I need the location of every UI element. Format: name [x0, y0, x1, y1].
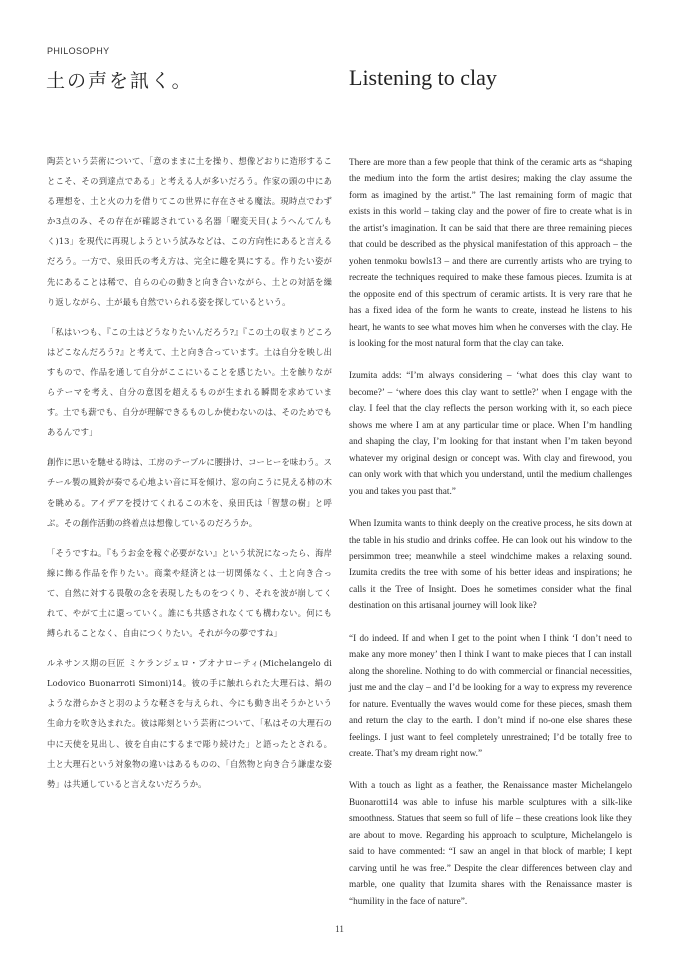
paragraph-ja: 「私はいつも、『この土はどうなりたいんだろう?』『この土の収まりどころはどこなんだろう?』と考えて、土と向き合っています。土は自分を映し出すもので、作品を通して自分がここにいることを感じたい。土を触りながらテーマを考え、自分の意図を超えるものが生まれる瞬間を求めています。土でも薪でも、自分が理解できるものしか使わないのは、そのためでもあるんです」 [47, 326, 332, 438]
section-label: PHILOSOPHY [47, 46, 110, 56]
page-title-ja: 土の声を訊く。 [46, 70, 193, 92]
paragraph-en: When Izumita wants to think deeply on the creative process, he sits down at the table in his studio and drinks coffee. He can look out his window to the persimmon tree; meanwhile a steel windchime makes a relaxing sound. Izumita credits the tree with some of his better ideas and inspirations; he calls it the Tree of Insight. Does he sometimes consider what the final destination on this artisanal journey will look like? [349, 519, 632, 612]
paragraph-ja: 陶芸という芸術について、「意のままに土を操り、想像どおりに造形することこそ、その到達点である」と考える人が多いだろう。作家の頭の中にある理想を、土と火の力を借りてこの世界に存在させる魔法。現時点でわずか3点のみ、その存在が確認されている名器「曜変天目(ようへんてんもく)13」を現代に再現しようという試みなどは、この方向性にあると言えるだろう。一方で、泉田氏の考え方は、完全に趣を異にする。作りたい姿が先にあることは稀で、自らの心の動きと向き合いながら、土との対話を繰り返しながら、土が最も自然でいられる姿を探しているという。 [47, 156, 332, 307]
paragraph-ja: ルネサンス期の巨匠 ミケランジェロ・ブオナローティ(Michelangelo di Lodovico Buonarroti Simoni)14。彼の手に触れられた大理石は、絹のような滑らかさと羽のような軽さを与えられ、今にも動き出そうかという生命力を吹き込まれた。彼は彫刻という芸術について、「私はその大理石の中に天使を見出し、彼を自由にするまで彫り続けた」と語ったとされる。土と大理石という対象物の違いはあるものの、「自然物と向き合う謙虚な姿勢」は共通していると言えないだろうか。 [47, 658, 332, 789]
paragraph-en: Izumita adds: “I’m always considering – ‘what does this clay want to become?’ – ‘where does this clay want to settle?’ when I engage with the clay. I feel that the clay reflects the person working with it, so each piece shows me where I am at any particular time or place. When I’m handling and shaping the clay, I’m looking for that instant when I’m taken beyond whatever my original design or concept was. With clay and firewood, you can only work with that which you understand, until the medium challenges you and takes you past that.” [349, 371, 632, 497]
japanese-column [47, 151, 332, 804]
page-number: 11 [335, 924, 344, 934]
paragraph-en: There are more than a few people that think of the ceramic arts as “shaping the medium into the form the artist desires; making the clay assume the form as imagined by the artist.” The last remaining form of magic that exists in this world – taking clay and the power of fire to create what is in the artist’s imagination. It can be said that there are three remaining pieces that could be described as the physical manifestation of this approach – the yohen tenmoku bowls13 – and there are currently artists who are trying to recreate the techniques required to make these famous pieces. Izumita is at the opposite end of this spectrum of ceramic artists. It is very rare that he has a fixed idea of the form he wants to create, instead he listens to his heart, he wants to see what moves him when he converses with the clay. He is looking for the most natural form that the clay can take. [349, 158, 632, 349]
page-title-en: Listening to clay [349, 65, 497, 90]
paragraph-en: “I do indeed. If and when I get to the point when I think ‘I don’t need to make any more money’ then I think I want to make pieces that I can install along the shoreline. Nothing to do with commercial or financial necessities, just me and the clay – and I’d be looking for a way to express my reverence for nature. Eventually the waves would come for these pieces, smash them and return the clay to the earth. I don’t mind if no-one else shares these feelings. I just want to feel completely unrestrained; I’d be totally free to create. That’s my dream right now.” [349, 633, 632, 759]
english-column [349, 155, 632, 926]
paragraph-en: With a touch as light as a feather, the Renaissance master Michelangelo Buonarotti14 was able to infuse his marble sculptures with a silk-like smoothness. Statues that seem so full of life – these creations look like they are about to move. Regarding his approach to sculpture, Michelangelo is said to have commented: “I saw an angel in that block of marble; I kept carving until he was free.” Despite the clear differences between clay and marble, one quality that Izumita shares with the Renaissance master is “humility in the face of nature”. [349, 781, 632, 907]
paragraph-ja: 「そうですね。『もうお金を稼ぐ必要がない』という状況になったら、海岸線に飾る作品を作りたい。商業や経済とは一切関係なく、土と向き合って、自然に対する畏敬の念を表現したものをつくり、それを波が崩してくれて、やがて土に還っていく。誰にも共感されなくても構わない。何にも縛られることなく、自由につくりたい。それが今の夢ですね」 [47, 547, 332, 639]
paragraph-ja: 創作に思いを馳せる時は、工房のテーブルに腰掛け、コーヒーを味わう。スチール製の風鈴が奏でる心地よい音に耳を傾け、窓の向こうに見える柿の木を眺める。アイデアを授けてくれるこの木を、泉田氏は「智慧の樹」と呼ぶ。その創作活動の終着点は想像しているのだろうか。 [47, 457, 332, 528]
